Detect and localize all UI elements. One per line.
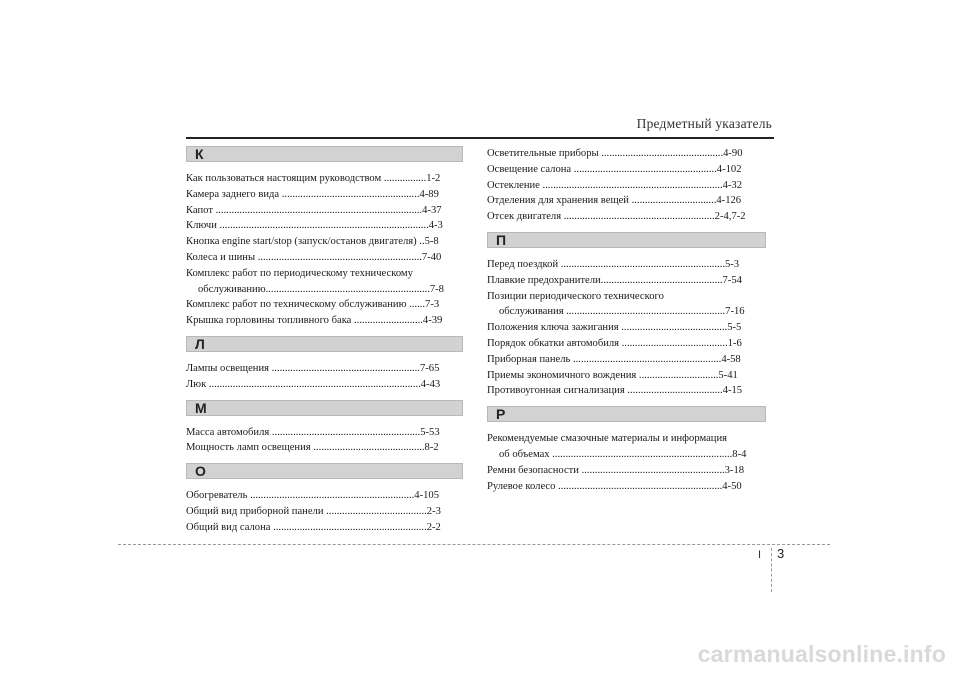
section-letter: Л (195, 335, 205, 352)
index-entry-text: Приемы экономичного вождения ..............................5-41 (487, 369, 738, 381)
index-entry-text: Камера заднего вида ....................................................4-89 (186, 188, 439, 200)
index-entry-continuation (487, 447, 766, 463)
index-entry (186, 203, 463, 219)
index-entry-text: Обогреватель ..............................................................4-105 (186, 490, 439, 502)
index-entry (186, 297, 463, 313)
index-entry-text: Ремни безопасности ......................................................3-18 (487, 464, 745, 476)
header-rule (186, 137, 774, 139)
index-entry (186, 313, 463, 329)
spacer (487, 399, 766, 406)
index-entry (487, 336, 766, 352)
index-entry-list (186, 361, 463, 393)
spacer (186, 329, 463, 336)
index-entry-text: обслуживанию..............................................................7-8 (198, 283, 444, 295)
watermark-text: carmanualsonline.info (697, 641, 946, 667)
index-section (487, 146, 766, 225)
index-entry (186, 504, 463, 520)
index-entry (487, 431, 766, 447)
index-entry-list (487, 146, 766, 225)
index-section (186, 393, 463, 457)
index-entry (487, 383, 766, 399)
index-entry-text: Рекомендуемые смазочные материалы и информация (487, 433, 728, 445)
spacer (487, 225, 766, 232)
index-entry (487, 352, 766, 368)
index-entry-text: Положения ключа зажигания ........................................5-5 (487, 322, 742, 334)
index-entry-text: Остекление ....................................................................4-32 (487, 179, 743, 191)
spacer (186, 352, 463, 361)
index-entry-text: Лампы освещения ........................................................7-65 (186, 362, 440, 374)
section-letter-bar (186, 400, 463, 416)
index-entry-text: Колеса и шины ..............................................................7-40 (186, 251, 442, 263)
index-entry (186, 266, 463, 282)
index-entry (186, 425, 463, 441)
index-entry (487, 146, 766, 162)
index-section (186, 146, 463, 329)
index-title: Предметный указатель (636, 116, 772, 131)
section-letter: Р (496, 406, 506, 423)
index-entry-text: Порядок обкатки автомобиля ........................................1-6 (487, 337, 742, 349)
footer-vertical-divider (771, 548, 772, 592)
index-entry-text: Плавкие предохранители..............................................7-54 (487, 274, 742, 286)
index-entry-list (186, 171, 463, 329)
index-entry-text: Крышка горловины топливного бака ..........................4-39 (186, 315, 443, 327)
index-entry (186, 361, 463, 377)
section-letter-bar (186, 146, 463, 162)
index-entry (186, 377, 463, 393)
index-section (186, 456, 463, 535)
footer-divider (118, 544, 830, 545)
index-section (186, 329, 463, 393)
index-entry (186, 250, 463, 266)
index-entry (487, 273, 766, 289)
index-entry-text: Общий вид приборной панели ......................................2-3 (186, 505, 441, 517)
index-section (487, 225, 766, 399)
index-entry-list (487, 257, 766, 399)
section-letter: К (195, 146, 204, 162)
index-entry-text: Позиции периодического технического (487, 290, 664, 302)
index-entry-list (186, 488, 463, 535)
index-entry (186, 440, 463, 456)
section-letter-bar (487, 406, 766, 422)
index-entry-list (186, 425, 463, 457)
section-letter-bar (186, 463, 463, 479)
section-letter-bar (186, 336, 463, 352)
index-entry-text: Люк ................................................................................4-43 (186, 378, 441, 390)
index-entry-text: Общий вид салона ..........................................................2-2 (186, 521, 441, 533)
index-entry (487, 193, 766, 209)
section-letter: П (496, 231, 507, 248)
index-entry (487, 162, 766, 178)
index-entry-continuation (186, 282, 463, 298)
spacer (186, 162, 463, 171)
index-entry (186, 234, 463, 250)
section-letter: О (195, 463, 206, 480)
index-entry (487, 257, 766, 273)
index-entry-text: Мощность ламп освещения ..........................................8-2 (186, 442, 439, 454)
index-entry-continuation (487, 304, 766, 320)
index-entry-text: Перед поездкой ..............................................................5-3 (487, 258, 740, 270)
index-entry-text: Комплекс работ по техническому обслуживанию ......7-3 (186, 299, 440, 311)
index-entry-text: Приборная панель ........................................................4-58 (487, 353, 741, 365)
index-entry-text: Ключи ...............................................................................4-3 (186, 220, 443, 232)
index-entry-text: обслуживания ............................................................7-16 (499, 306, 745, 318)
spacer (186, 393, 463, 400)
index-entry (487, 289, 766, 305)
index-entry (487, 368, 766, 384)
index-entry (487, 479, 766, 495)
index-entry (186, 171, 463, 187)
index-entry-text: Комплекс работ по периодическому техническому (186, 267, 413, 279)
index-entry-text: Осветительные приборы ..............................................4-90 (487, 148, 743, 159)
index-entry-text: Как пользоваться настоящим руководством ................1-2 (186, 173, 441, 184)
section-letter: М (195, 399, 207, 416)
section-marker: I (758, 549, 762, 561)
index-entry-text: Отделения для хранения вещей ................................4-126 (487, 195, 742, 207)
spacer (487, 248, 766, 257)
spacer (487, 422, 766, 431)
index-entry-text: Масса автомобиля ........................................................5-53 (186, 426, 440, 438)
index-entry (186, 520, 463, 536)
index-column-left (186, 146, 463, 536)
index-entry-list (487, 431, 766, 494)
index-entry (186, 488, 463, 504)
index-entry (487, 463, 766, 479)
index-entry (487, 209, 766, 225)
index-entry-text: Кнопка engine start/stop (запуск/останов двигателя) ..5-8 (186, 236, 439, 248)
section-letter-bar (487, 232, 766, 248)
index-entry-text: Противоугонная сигнализация ....................................4-15 (487, 385, 743, 397)
index-section (487, 399, 766, 494)
page-number: 3 (777, 546, 785, 561)
index-entry (487, 178, 766, 194)
index-entry (487, 320, 766, 336)
index-entry-text: Отсек двигателя .........................................................2-4,7-2 (487, 211, 746, 223)
index-column-right (487, 146, 766, 494)
index-entry (186, 187, 463, 203)
spacer (186, 416, 463, 425)
index-entry (186, 218, 463, 234)
index-entry-text: Освещение салона ......................................................4-102 (487, 163, 742, 175)
index-entry-text: Капот ..............................................................................4-37 (186, 204, 442, 216)
index-entry-text: об объемах ....................................................................8-4 (499, 448, 747, 460)
index-entry-text: Рулевое колесо ..............................................................4-50 (487, 480, 742, 492)
spacer (186, 479, 463, 488)
spacer (186, 456, 463, 463)
